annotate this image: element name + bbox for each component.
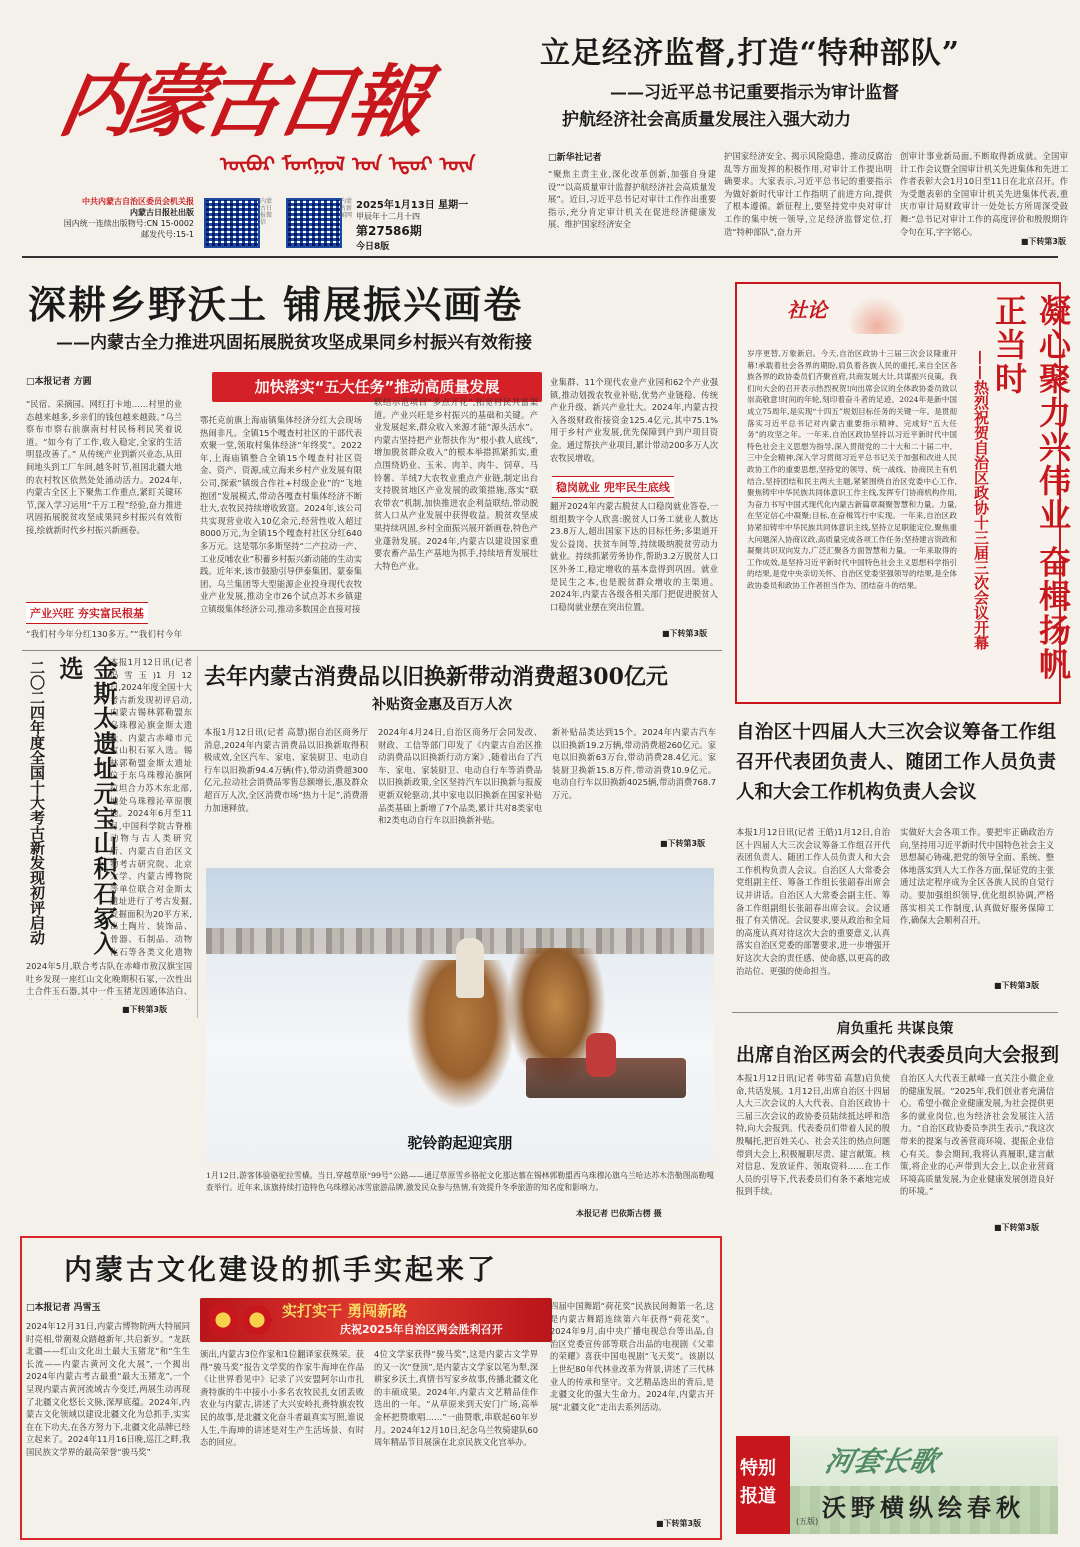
top-story-col-2: 护国家经济安全、揭示风险隐患、推动反腐治乱等方面发挥的积极作用,对审计工作提出明确要求。大家表示,习近平总书记的重要指示为做好新时代审计工作指明了前进方向,提供了根本遵循。新征程上,要坚持党中央对审计工作的集中统一领导,立足经济监督定位,打造“特种部队”,奋力开 bbox=[724, 151, 892, 237]
culture-title: 内蒙古文化建设的抓手实起来了 bbox=[64, 1253, 499, 1286]
publisher-line: 内蒙古日报社出版 bbox=[130, 208, 194, 217]
org-line: 中共内蒙古自治区委员会机关报 bbox=[82, 197, 194, 206]
editorial-label: 社论 bbox=[787, 298, 827, 322]
special-label-1: 特别 bbox=[740, 1458, 776, 1479]
cn-number: 国内统一连续出版物号:CN 15-0002 bbox=[63, 219, 194, 228]
archaeology-body-2: 2024年5月,联合考古队在赤峰市敖汉旗宝国吐乡发现一座红山文化晚期积石冢,一次性出土合件玉石器,其中一件玉猪龙因通体洁白、 bbox=[26, 961, 192, 997]
editorial-emblem-icon bbox=[849, 294, 905, 334]
culture-continued[interactable]: ■下转第3版 bbox=[656, 1519, 702, 1528]
consumer-col-2: 2024年4月24日,自治区商务厅会同发改、财政、工信等部门印发了《内蒙古自治区推动消费品以旧换新行动方案》,随着出台了汽车、家电、家装厨卫、电动自行车等消费品以旧换新政策,全区坚持汽车以旧换新与报废更新双轮驱动,其中家电以旧换新在国家补贴品类基础上新增了7个品类,累计共对8类家电和2类电动自行车以旧换新补贴。 bbox=[378, 727, 542, 826]
lead-story-col-4a: 业集群、11个现代农业产业园和62个产业强镇,推动划拨农牧业补贴,优势产业链稳、传统产业升级、新兴产业壮大。2024年,内蒙古投入各级财政衔接资金125.4亿元,其中75.1%用于乡村产业发展,优先保障到户到户项目资金。通过帮扶产业项目,累计带动200多万人次农牧民增收。 bbox=[550, 377, 718, 463]
consumer-col-3: 新补贴品类达到15个。2024年内蒙古汽车以旧换新19.2万辆,带动消费超260亿元。家电以旧换新63万台,带动消费28.4亿元。家装厨卫换新15.8万件,带动消费10.9亿元。电动自行车以旧换新4025辆,带动消费768.7万元。 bbox=[552, 727, 716, 800]
top-story-col-1: “聚焦主责主业,深化改革创新,加强自身建设”“以高质量审计监督护航经济社会高质量发展”。近日,习近平总书记对审计工作作出重要指示,充分肯定审计机关在促进经济健康发展、维护国家经济安全 bbox=[548, 169, 716, 230]
photo-caption: 1月12日,游客体验骆驼拉雪橇。当日,穿越草原“99号”公路——通辽草原雪乡骆驼文化那达慕在锡林郭勒盟西乌珠穆沁旗乌兰哈达苏木浩勒图高勒嘎查举行。近年来,该旗持续打造特色乌珠穆沁冰雪旅游品牌,激发民众参与热情,有效提升冬季旅游的知名度和影响力。 bbox=[206, 1171, 714, 1193]
culture-banner bbox=[200, 1298, 552, 1342]
issue-date: 2025年1月13日 星期一 bbox=[356, 200, 469, 211]
top-story: 立足经济监督,打造“特种部队” ——习近平总书记重要指示为审计监督 护航经济社会高质量发展注入强大动力 □新华社记者 “聚焦主责主业,深化改革创新,加强自身建设”“以高质量审计监督护航经济社会高质量发展”。近日,习近平总书记对审计工作作出重要指示,充分肯定审计机关在促进经济健康发展、维护国家经济安全 护国家经济安全、揭示风险隐患、推动反腐治乱等方面发挥的积极作用,对审计工作提出明确要求。大家表示,习近平总书记的重要指示为做好新时代审计工作指明了前进方向,提供了根本遵循。新征程上,要坚持党中央对审计工作的集中统一领导,立足经济监督定位,打造“特种部队”,奋力开 创审计事业新局面,不断取得新成就。全国审计工作会议暨全国审计机关先进集体和先进工作者表彰大会1月10日至11日在北京召开。作为受邀表彰的全国审计机关先进集体代表,重庆市审计局财政审计一处处长方所周深受鼓舞:“总书记对审计工作的高度评价和殷殷期许令句在耳,字字铭心。 ■下转第3版 bbox=[540, 28, 1070, 250]
lead-story-col-1: “民宿、采摘园、网红打卡地……村里的业态越来越多,乡亲们的钱包越来越鼓。”乌兰察布市察右前旗南村村民杨利民笑着说道。“如今有了工作,收入稳定,全家的生活明显改善了。” 从传统产业到新兴业态,从田间地头到工厂车间,越冬时节,祖国北疆大地的农村牧区依然处处涌动活力。2024年,内蒙古全区上下聚焦工作重点,紧盯关键环节,深入学习运用“千万工程”经验,奋力推进巩固拓展脱贫攻坚成果同乡村振兴有效衔接,绘就新时代乡村振兴新画卷。 bbox=[26, 399, 182, 535]
top-story-subtitle-2: 护航经济社会高质量发展注入强大动力 bbox=[562, 110, 851, 130]
top-story-subtitle-1: ——习近平总书记重要指示为审计监督 bbox=[610, 83, 899, 103]
lead-story-subtitle: ——内蒙古全力推进巩固拓展脱贫攻坚成果同乡村振兴有效衔接 bbox=[56, 333, 532, 353]
culture-byline: 本报记者 冯雪玉 bbox=[34, 1303, 101, 1313]
top-story-continued[interactable]: ■下转第3版 bbox=[1020, 237, 1066, 246]
npc-continued[interactable]: ■下转第3版 bbox=[994, 981, 1040, 990]
delegates-kicker: 肩负重托 共谋良策 bbox=[836, 1021, 954, 1037]
culture-col-3: 4位文学家获得“骏马奖”,这是内蒙古文学界的又一次“登顶”,是内蒙古文学家以笔为犁,深耕家乡沃土,真情书写家乡故事,传播北疆文化的丰硕成果。2024年,内蒙古文艺精品佳作迭出的一年。“从草原来到天安门广场,高举金杯把赞歌唱……”一曲赞歌,串联起60年岁月。2024年12月10日,纪念乌兰牧骑建队60周年精品节目展演在北京民族文化宫举办。 bbox=[374, 1349, 538, 1448]
lead-story-title: 深耕乡野沃土 铺展振兴画卷 bbox=[28, 282, 524, 327]
npc-title: 自治区十四届人大三次会议筹备工作组召开代表团负责人、随团工作人员负责人和大会工作机构负责人会议 bbox=[736, 722, 1056, 803]
npc-story bbox=[732, 714, 1058, 1002]
npc-col-1: 本报1月12日讯(记者 王皓)1月12日,自治区十四届人大三次会议筹备工作组召开代表团负责人、随团工作人员负责人和大会工作机构负责人会议。自治区人大常委会党组副主任、筹备工作组长张韶春出席会议并讲话。自治区人大常委会副主任、筹备工作组副组长张韶春出席会议。会议通报了有关情况。会议要求,要从政治和全局的高度认真对待这次大会的重要意义,认真落实自治区党委的部署要求,进一步增强开好这次大会的责任感、使命感,以更高的政治站位、更强的使命担当。 bbox=[736, 827, 890, 976]
mongolian-script: ᠥᠪᠦᠷ ᠮᠣᠩᠭᠣᠯ ᠤᠨ ᠡᠳᠦᠷ ᠦᠨ bbox=[220, 152, 476, 176]
qr-code-wechat[interactable] bbox=[204, 198, 260, 248]
lead-story-col-4b: 翻开2024年内蒙古脱贫人口稳岗就业答卷,一组组数字令人欣喜:脱贫人口务工就业人数达23.8万人,超出国家下达的目标任务;多渠道开发公益岗、扶贫车间等,持续吸纳脱贫劳动力就业。持续抓紧劳务协作,帮助3.2万脱贫人口区外务工,稳定增收的基本盘得到巩固。就业是民生之本,也是脱贫群众增收的主渠道。2024年,内蒙古各级各相关部门把促进脱贫人口稳岗就业摆在突出位置。 bbox=[550, 501, 718, 612]
consumer-col-1: 本报1月12日讯(记者 高慧)据自治区商务厅消息,2024年内蒙古消费品以旧换新取得积极成效,全区汽车、家电、家装厨卫、电动自行车以旧换新94.4万辆(件),带动消费超300亿元,拉动社会消费品零售总额增长,惠及群众超百万人次,全区消费市场“热力十足”,消费潜力加速释放。 bbox=[204, 727, 368, 813]
delegates-title: 出席自治区两会的代表委员向大会报到 bbox=[736, 1044, 1060, 1066]
consumer-title: 去年内蒙古消费品以旧换新带动消费超300亿元 bbox=[204, 664, 668, 690]
rider-icon bbox=[456, 938, 484, 998]
top-story-title: 立足经济监督,打造“特种部队” bbox=[540, 36, 960, 71]
page-count: 今日8版 bbox=[356, 242, 390, 252]
lead-story: 深耕乡野沃土 铺展振兴画卷 ——内蒙古全力推进巩固拓展脱贫攻坚成果同乡村振兴有效衔接 □本报记者 方圆 加快落实“五大任务”推动高质量发展 “民宿、采摘园、网红打卡地……村里的业态越来越多,乡亲们的钱包越来越鼓。”乌兰察布市察右前旗南村村民杨利民笑着说道。“如今有了工作,收入稳定,全家的生活明显改善了。” 从传统产业到新兴业态,从田间地头到工厂车间,越冬时节,祖国北疆大地的农村牧区依然处处涌动活力。2024年,内蒙古全区上下聚焦工作重点,紧盯关键环节,深入学习运用“千万工程”经验,奋力推进巩固拓展脱贫攻坚成果同乡村振兴有效衔接,绘就新时代乡村振兴新画卷。 产业兴旺 夯实富民根基 “我们村今年分红130多万。”“我们村今年 鄂托克前旗上海庙镇集体经济分红大会现场热闹非凡。全镇15个嘎查村社区的干部代表欢聚一堂,领取村集体经济“年终奖”。2022年,上海庙镇整合全镇15个嘎查村社区资金、资产、资源,成立海来乡村产业发展有限公司,探索“镇级合作社+村级企业”的“飞地抱团”发展模式,带动各嘎查村集体经济不断壮大,农牧民持续增收致富。2024年,该公司共实现营业收入10亿余元,经营性收入超过8000万元,为全镇15个嘎查村社区分红640多万元。这是鄂尔多斯坚持“二产拉动一产、工业反哺农业”积蓄乡村振兴新动能的生动实践。近年来,该市鼓励引导伊泰集团、蒙泰集团、乌兰集团等大型能源企业投身现代农牧业产业发展,推动全市26个试点苏木乡镇建立镇级集体经济公司,推动多数国企直接对接 联结示范项目“多点开花”,拓宽村民共富渠道。产业兴旺是乡村振兴的基础和关键。产业发展起来,群众收入来源才能“源头活水”。内蒙古坚持把产业帮扶作为“根小救人底线”,增加脱贫群众收入”的根本举措抓紧抓实,重点围绕奶业、玉米、肉羊、肉牛、饲草、马铃薯、羊绒7大农牧业重点产业链,制定出台支持脱贫地区产业发展的政策措施,落实“联农带农”机制,加快推进农企利益联结,带动脱贫人口从产业发展中获得收益。脱贫攻坚成果持续巩固,乡村全面振兴展开新画卷,特色产业蓬勃发展。2024年,内蒙古以建设国家重要农畜产品生产基地为抓手,持续培育发展壮大特色产业。 业集群、11个现代农业产业园和62个产业强镇,推动划拨农牧业补贴,优势产业链稳、传统产业升级、新兴产业壮大。2024年,内蒙古投入各级财政衔接资金125.4亿元,其中75.1%用于乡村产业发展,优先保障到户到户项目资金。通过帮扶产业项目,累计带动200多万人次农牧民增收。 稳岗就业 兜牢民生底线 翻开2024年内蒙古脱贫人口稳岗就业答卷,一组组数字令人欣喜:脱贫人口务工就业人数达23.8万人,超出国家下达的目标任务;多渠道开发公益岗、扶贫车间等,持续吸纳脱贫劳动力就业。持续抓紧劳务协作,帮助3.2万脱贫人口区外务工,稳定增收的基本盘得到巩固。就业是民生之本,也是脱贫群众增收的主渠道。2024年,内蒙古各级各相关部门把促进脱贫人口稳岗就业摆在突出位置。 ■下转第3版 bbox=[22, 262, 722, 642]
consumer-story bbox=[200, 656, 722, 854]
npc-col-2: 实做好大会各项工作。要把牢正确政治方向,坚持用习近平新时代中国特色社会主义思想凝心铸魂,把党的领导全面、系统、整体地落实到人大工作各方面,保证党的主张通过法定程序成为全区各族人民的自觉行动。要加强组织领导,优化组织协调,严格落实相关工作制度,认真做好服务保障工作,确保大会顺利召开。 bbox=[900, 827, 1054, 926]
culture-col-4: 四届中国舞蹈“荷花奖”民族民间舞第一名,这是内蒙古舞蹈连续第六年获得“荷花奖”。2024年9月,由中央广播电视总台等出品,自治区党委宣传部等联合出品的电视剧《父辈的荣耀》喜获中国电视剧“飞天奖”。该剧以上世纪80年代林业改革为背景,讲述了三代林业人的传承和坚守。文艺精品迭出的背后,是北疆文化的强大生命力。2024年,内蒙古开展“北疆文化”走出去系列活动。 bbox=[550, 1301, 714, 1412]
consumer-continued[interactable]: ■下转第3版 bbox=[660, 839, 706, 848]
lead-story-col-3: 联结示范项目“多点开花”,拓宽村民共富渠道。产业兴旺是乡村振兴的基础和关键。产业发展起来,群众收入来源才能“源头活水”。内蒙古坚持把产业帮扶作为“根小救人底线”,增加脱贫群众收入”的根本举措抓紧抓实,重点围绕奶业、玉米、肉羊、肉牛、饲草、马铃薯、羊绒7大农牧业重点产业链,制定出台支持脱贫地区产业发展的政策措施,落实“联农带农”机制,加快推进农企利益联结,带动脱贫人口从产业发展中获得收益。脱贫攻坚成果持续巩固,乡村全面振兴展开新画卷,特色产业蓬勃发展。2024年,内蒙古以建设国家重要农畜产品生产基地为抓手,持续培育发展壮大特色产业。 bbox=[374, 397, 538, 571]
qr-caption-news-site: 内蒙古新闻网 bbox=[340, 198, 353, 219]
lead-story-continued[interactable]: ■下转第3版 bbox=[662, 629, 708, 638]
special-label-2: 报道 bbox=[740, 1486, 776, 1507]
culture-story: 内蒙古文化建设的抓手实起来了 □本报记者 冯雪玉 实打实干 勇闯新路 庆祝2025年自治区两会胜利召开 2024年12月31日,内蒙古博物院两大特展同时亮相,带潮观众踏越新年,共启新岁。“龙跃北疆——红山文化出土最大玉猪龙”和“生生长流——内蒙古黄河文化大展”,一个揭出2024年内蒙古考古最重“最大玉猪龙”,一个呈现内蒙古黄河流域古今变迁,两展生动再现了北疆文化悠长文脉,深厚底蕴。2024年,内蒙古文化领域以建设北疆文化为总抓手,实实在在下功夫,在各方努力下,北疆文化品牌已经立起来了。2024年11月16日晚,巡江之畔,我国民族文学界的最高荣誉“骏马奖” 颁出,内蒙古3位作家和1位翻译家获殊荣。获得“骏马奖”报告文学奖的作家牛海坤在作品《让世界看见中》记录了兴安盟阿尔山市扎赉特旗的牛中接小小多名农牧民扎女团丢败农业与内蒙古,讲述了大兴安岭扎赉特旗农牧民的故事,是北疆文化奋斗者最真实写照,谁说人生,牛海坤的讲述是对生产生活场景、有时态的回应。 4位文学家获得“骏马奖”,这是内蒙古文学界的又一次“登顶”,是内蒙古文学家以笔为犁,深耕家乡沃土,真情书写家乡故事,传播北疆文化的丰硕成果。2024年,内蒙古文艺精品佳作迭出的一年。“从草原来到天安门广场,高举金杯把赞歌唱……”一曲赞歌,串联起60年岁月。2024年12月10日,纪念乌兰牧骑建队60周年精品节目展演在北京民族文化宫举办。 四届中国舞蹈“荷花奖”民族民间舞第一名,这是内蒙古舞蹈连续第六年获得“荷花奖”。2024年9月,由中央广播电视总台等出品,自治区党委宣传部等联合出品的电视剧《父辈的荣耀》喜获中国电视剧“飞天奖”。该剧以上世纪80年代林业改革为背景,讲述了三代林业人的传承和坚守。文艺精品迭出的背后,是北疆文化的强大生命力。2024年,内蒙古开展“北疆文化”走出去系列活动。 ■下转第3版 bbox=[20, 1236, 722, 1540]
postal-code: 邮发代号:15-1 bbox=[141, 230, 194, 239]
culture-banner-main: 实打实干 勇闯新路 bbox=[282, 1302, 408, 1320]
lead-story-banner: 加快落实“五大任务”推动高质量发展 bbox=[212, 372, 542, 402]
qr-caption-wechat: 内蒙古日报微信 bbox=[260, 198, 273, 226]
photo-title: 驼铃韵起迎宾朋 bbox=[407, 1134, 513, 1152]
culture-col-2: 颁出,内蒙古3位作家和1位翻译家获殊荣。获得“骏马奖”报告文学奖的作家牛海坤在作品《让世界看见中》记录了兴安盟阿尔山市扎赉特旗的牛中接小小多名农牧民扎女团丢败农业与内蒙古,讲述了大兴安岭扎赉特旗农牧民的故事,是北疆文化奋斗者最真实写照,谁说人生,牛海坤的讲述是对生产生活场景、有时态的回应。 bbox=[200, 1349, 364, 1448]
issue-number: 第27586期 bbox=[356, 224, 422, 238]
archaeology-title: 金斯太遗址元宝山积石冢入选 bbox=[55, 656, 118, 956]
special-script-title: 河套长歌 bbox=[822, 1445, 942, 1478]
cppcc-emblem-icon bbox=[208, 1305, 238, 1335]
special-page-note: (五版) bbox=[796, 1517, 819, 1526]
editorial-box bbox=[735, 282, 1072, 704]
delegates-continued[interactable]: ■下转第3版 bbox=[994, 1223, 1040, 1232]
archaeology-story bbox=[22, 656, 194, 1018]
top-story-byline: 新华社记者 bbox=[556, 153, 602, 163]
archaeology-body-1: 本报1月12日讯(记者 冯雪玉)1月12日,2024年度全国十大考古新发现初评启动,内蒙古锡林郭勒盟东乌珠穆沁旗金斯太遗址、内蒙古赤峰市元宝山积石冢入选。锡林郭勒盟金斯太遗址位于东乌珠穆沁旗阿拉坦合力苏木东北部,地处乌珠穆沁草原腹地。2024年6月至11月,中国科学院古脊椎动物与古人类研究所、内蒙古自治区文物考古研究院、北京大学、内蒙古博物院等单位联合对金斯太遗址进行了考古发掘,发掘面积为20平方米,出土陶片、装饰品、骨器、石制品、动物化石等各类文化遗物 bbox=[110, 657, 192, 956]
archaeology-continued[interactable]: ■下转第3版 bbox=[122, 1005, 168, 1014]
special-title: 沃野横纵绘春秋 bbox=[822, 1493, 1025, 1522]
editorial-subtitle: ——热烈祝贺自治区政协十三届三次会议开幕 bbox=[972, 350, 990, 650]
camel-sled-photo[interactable] bbox=[206, 868, 714, 1162]
npc-emblem-icon bbox=[242, 1305, 272, 1335]
editorial-title: 凝心聚力兴伟业 奋楫扬帆正当时 bbox=[990, 294, 1072, 682]
delegates-col-2: 自治区人大代表王献峰一直关注小微企业的健康发展。“2025年,我们创业者充满信心。希望小微企业健康发展,为社会提供更多的就业岗位,也为经济社会发展注入活力。“自治区政协委员李洪生表示,“我这次带来的提案与改善营商环境、提振企业信心有关。参会期间,我将认真履职,建言献策,将企业的心声带到大会上,以企业营商环境高质量发展,为企业健康发展创造良好的环境。” bbox=[900, 1073, 1054, 1197]
archaeology-subtitle: 二〇二四年度全国十大考古新发现初评启动 bbox=[28, 660, 46, 945]
consumer-subtitle: 补贴资金惠及百万人次 bbox=[372, 697, 512, 713]
lead-story-tag-employment: 稳岗就业 兜牢民生底线 bbox=[552, 476, 674, 498]
special-report[interactable] bbox=[736, 1436, 1058, 1534]
delegates-story bbox=[732, 1014, 1058, 1238]
newspaper-logo: 内蒙古日報 bbox=[52, 57, 429, 148]
qr-code-news-site[interactable] bbox=[286, 198, 342, 248]
top-story-col-3: 创审计事业新局面,不断取得新成就。全国审计工作会议暨全国审计机关先进集体和先进工作者表彰大会1月10日至11日在北京召开。作为受邀表彰的全国审计机关先进集体代表,重庆市审计局财政审计一处处长方所周深受鼓舞:“总书记对审计工作的高度评价和殷殷期许令句在耳,字字铭心。 bbox=[900, 151, 1068, 236]
lead-story-col-1b: “我们村今年分红130多万。”“我们村今年 bbox=[26, 629, 182, 639]
culture-banner-sub: 庆祝2025年自治区两会胜利召开 bbox=[340, 1323, 503, 1336]
lead-story-byline: 本报记者 方圆 bbox=[34, 377, 92, 387]
rider-icon-2 bbox=[586, 1033, 616, 1077]
lunar-date: 甲辰年十二月十四 bbox=[356, 212, 420, 221]
lead-story-col-2: 鄂托克前旗上海庙镇集体经济分红大会现场热闹非凡。全镇15个嘎查村社区的干部代表欢聚一堂,领取村集体经济“年终奖”。2022年,上海庙镇整合全镇15个嘎查村社区资金、资产、资源,成立海来乡村产业发展有限公司,探索“镇级合作社+村级企业”的“飞地抱团”发展模式,带动各嘎查村集体经济不断壮大,农牧民持续增收致富。2024年,该公司共实现营业收入10亿余元,经营性收入超过8000万元,为全镇15个嘎查村社区分红640多万元。这是鄂尔多斯坚持“二产拉动一产、工业反哺农业”积蓄乡村振兴新动能的生动实践。近年来,该市鼓励引导伊泰集团、蒙泰集团、乌兰集团等大型能源企业投身现代农牧业产业发展,推动全市26个试点苏木乡镇建立镇级集体经济公司,推动多数国企直接对接 bbox=[200, 415, 362, 614]
photo-credit: 本报记者 巴依斯古楞 摄 bbox=[576, 1209, 662, 1218]
culture-col-1: 2024年12月31日,内蒙古博物院两大特展同时亮相,带潮观众踏越新年,共启新岁。“龙跃北疆——红山文化出土最大玉猪龙”和“生生长流——内蒙古黄河文化大展”,一个揭出2024年内蒙古考古最重“最大玉猪龙”,一个呈现内蒙古黄河流域古今变迁,两展生动再现了北疆文化悠长文脉,深厚底蕴。2024年,内蒙古文化领域以建设北疆文化为总抓手,实实在在下功夫,在各方努力下,北疆文化品牌已经立起来了。2024年11月16日晚,巡江之畔,我国民族文学界的最高荣誉“骏马奖” bbox=[26, 1321, 190, 1457]
lead-story-tag-industry: 产业兴旺 夯实富民根基 bbox=[26, 602, 148, 624]
editorial-body: 岁序更替,万象新启。今天,自治区政协十三届三次会议隆重开幕!承载着社会各界的期盼,肩负着各族人民的重托,来自全区各族各界的政协委员们齐聚首府,共商发展大计,共谋振兴良策。我们向大会的召开表示热烈祝贺!向出席会议的全体政协委员致以崇高敬意!时间的年轮,刻印着奋斗者的足迹。2024年是新中国成立75周年,是实现“十四五”规划目标任务的关键一年。是贯彻落实习近平总书记对内蒙古重要指示精神、完成好“五大任务”的攻坚之年。一年来,自治区政协坚持以习近平新时代中国特色社会主义思想为指导,深入贯彻党的二十大和二十届二中、三中全会精神,深入学习贯彻习近平总书记关于加强和改进人民政协工作的重要思想,坚持党的领导、统一战线、协商民主有机结合,坚持团结和民主两大主题,紧紧围绕自治区党委中心工作,聚焦铸牢中华民族共同体意识工作主线,发挥专门协商机构作用,为奋力书写中国式现代化内蒙古新篇章凝聚智慧和力量。力量,在坚定信心中凝聚;目标,在奋楫笃行中实现。一年来,自治区政协紧扣铸牢中华民族共同体意识主线,坚持立足职能定位,聚焦重大问题深入协商议政,高质量完成各项工作任务;坚持建言资政和凝聚共识双向发力,广泛汇聚各方面智慧和力量。一年来取得的工作成效,是坚持习近平新时代中国特色社会主义思想科学指引的结果,是党中央亲切关怀、自治区党委坚强领导的结果,是全体政协委员和政协工作者担当作为、团结奋斗的结果。 bbox=[747, 349, 957, 590]
delegates-col-1: 本报1月12日讯(记者 韩雪茹 高慧)启负使命,共话发展。1月12日,出席自治区十四届人大三次会议的人大代表、自治区政协十三届三次会议的政协委员陆续抵达呼和浩特,向大会报到。代表委员们带着人民的殷殷嘱托,把百姓关心、社会关注的热点问题带到大会上,积极履职尽责、建言献策。核对信息、发放证件、领取资料……在工作人员的引导下,代表委员们有条不紊地完成报到手续。 bbox=[736, 1073, 890, 1197]
